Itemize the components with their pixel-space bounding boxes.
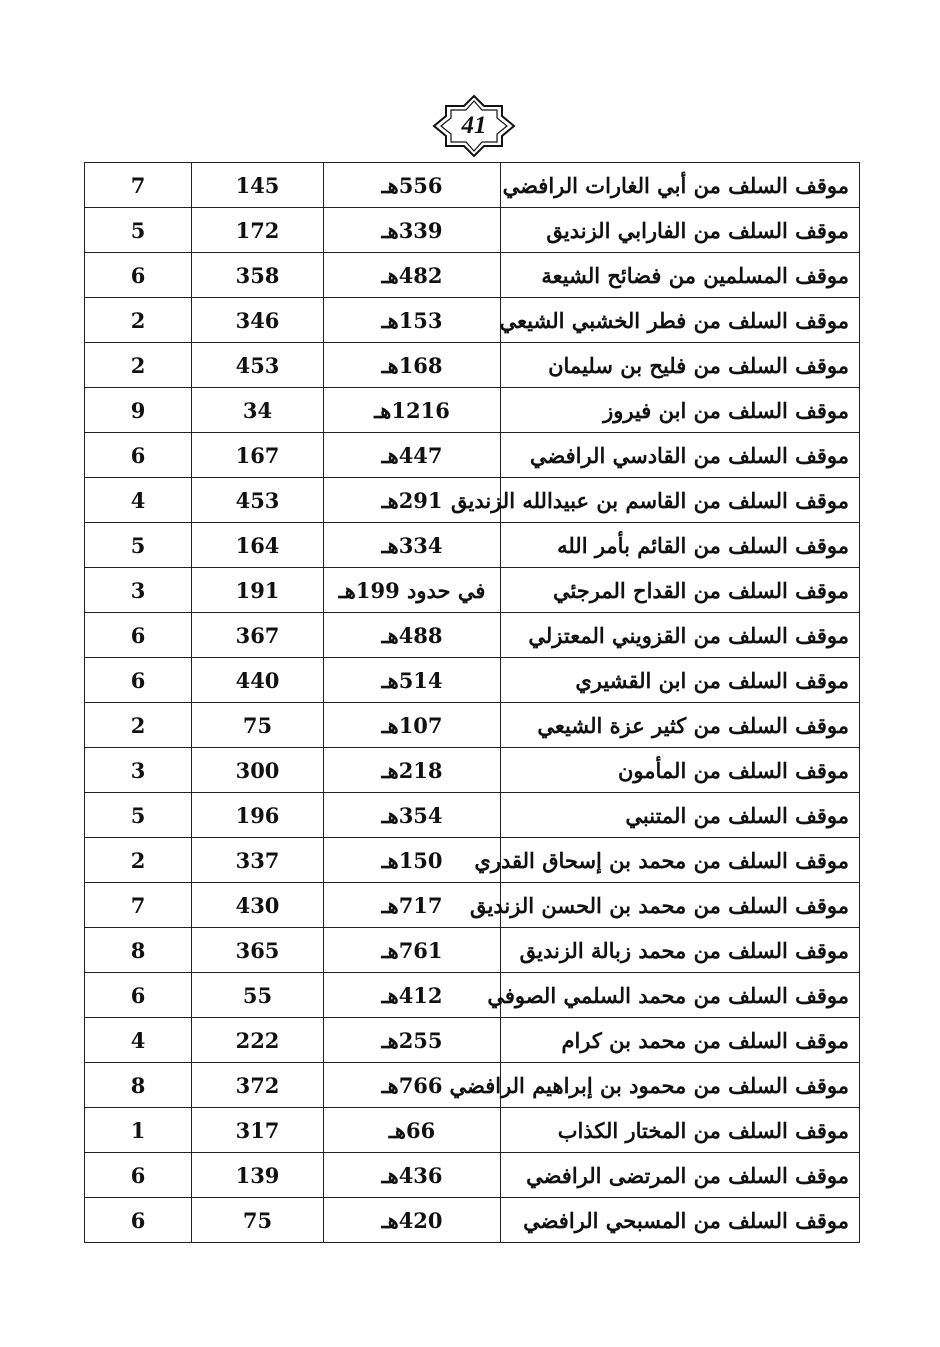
volume-cell: 2 (85, 838, 192, 883)
entry-title-cell: موقف السلف من محمد بن كرام (501, 1018, 860, 1063)
index-table (84, 162, 860, 1243)
page-cell: 300 (192, 748, 324, 793)
table-row (85, 1108, 860, 1153)
volume-cell: 3 (85, 748, 192, 793)
volume-cell: 2 (85, 298, 192, 343)
death-date-cell: 150هـ (324, 838, 501, 883)
death-date-cell: 766هـ (324, 1063, 501, 1108)
death-date-cell: 153هـ (324, 298, 501, 343)
entry-title-cell: موقف السلف من محمد زبالة الزنديق (501, 928, 860, 973)
death-date-cell: 107هـ (324, 703, 501, 748)
volume-cell: 8 (85, 1063, 192, 1108)
page-cell: 367 (192, 613, 324, 658)
volume-cell: 4 (85, 478, 192, 523)
entry-title-cell: موقف السلف من القائم بأمر الله (501, 523, 860, 568)
death-date-cell: 291هـ (324, 478, 501, 523)
death-date-cell: 420هـ (324, 1198, 501, 1243)
death-date-cell: 218هـ (324, 748, 501, 793)
page-cell: 453 (192, 478, 324, 523)
entry-title-cell: موقف السلف من كثير عزة الشيعي (501, 703, 860, 748)
volume-cell: 2 (85, 703, 192, 748)
table-row (85, 253, 860, 298)
death-date-cell: 255هـ (324, 1018, 501, 1063)
death-date-cell: 66هـ (324, 1108, 501, 1153)
volume-cell: 5 (85, 208, 192, 253)
entry-title-cell: موقف السلف من المسبحي الرافضي (501, 1198, 860, 1243)
volume-cell: 6 (85, 613, 192, 658)
death-date-cell: 717هـ (324, 883, 501, 928)
entry-title-cell: موقف السلف من القادسي الرافضي (501, 433, 860, 478)
table-row (85, 658, 860, 703)
table-row (85, 928, 860, 973)
death-date-cell: 514هـ (324, 658, 501, 703)
entry-title-cell: موقف السلف من محمود بن إبراهيم الرافضي (501, 1063, 860, 1108)
table-row (85, 1153, 860, 1198)
death-date-cell: 488هـ (324, 613, 501, 658)
page-cell: 440 (192, 658, 324, 703)
page-cell: 196 (192, 793, 324, 838)
volume-cell: 2 (85, 343, 192, 388)
page-cell: 317 (192, 1108, 324, 1153)
entry-title-cell: موقف السلف من محمد السلمي الصوفي (501, 973, 860, 1018)
page-cell: 191 (192, 568, 324, 613)
volume-cell: 5 (85, 793, 192, 838)
volume-cell: 6 (85, 973, 192, 1018)
page-cell: 172 (192, 208, 324, 253)
entry-title-cell: موقف السلف من فليح بن سليمان (501, 343, 860, 388)
death-date-cell: 436هـ (324, 1153, 501, 1198)
volume-cell: 7 (85, 163, 192, 208)
volume-cell: 9 (85, 388, 192, 433)
death-date-cell: 482هـ (324, 253, 501, 298)
entry-title-cell: موقف السلف من فطر الخشبي الشيعي (501, 298, 860, 343)
volume-cell: 6 (85, 1198, 192, 1243)
entry-title-cell: موقف السلف من المختار الكذاب (501, 1108, 860, 1153)
entry-title-cell: موقف السلف من القاسم بن عبيدالله الزنديق (501, 478, 860, 523)
entry-title-cell: موقف السلف من المرتضى الرافضي (501, 1153, 860, 1198)
table-row (85, 478, 860, 523)
death-date-cell: 761هـ (324, 928, 501, 973)
entry-title-cell: موقف السلف من محمد بن الحسن الزنديق (501, 883, 860, 928)
volume-cell: 5 (85, 523, 192, 568)
page-cell: 346 (192, 298, 324, 343)
page-cell: 372 (192, 1063, 324, 1108)
volume-cell: 6 (85, 658, 192, 703)
table-row (85, 613, 860, 658)
volume-cell: 3 (85, 568, 192, 613)
death-date-cell: 334هـ (324, 523, 501, 568)
table-row (85, 703, 860, 748)
volume-cell: 6 (85, 1153, 192, 1198)
death-date-cell: 339هـ (324, 208, 501, 253)
page-cell: 222 (192, 1018, 324, 1063)
page-cell: 75 (192, 1198, 324, 1243)
table-row (85, 343, 860, 388)
death-date-cell: 168هـ (324, 343, 501, 388)
entry-title-cell: موقف المسلمين من فضائح الشيعة (501, 253, 860, 298)
index-table-body (85, 163, 860, 1243)
page-cell: 453 (192, 343, 324, 388)
table-row (85, 973, 860, 1018)
table-row (85, 1063, 860, 1108)
entry-title-cell: موقف السلف من محمد بن إسحاق القدري (501, 838, 860, 883)
death-date-cell: 1216هـ (324, 388, 501, 433)
table-row (85, 388, 860, 433)
entry-title-cell: موقف السلف من المتنبي (501, 793, 860, 838)
entry-title-cell: موقف السلف من الفارابي الزنديق (501, 208, 860, 253)
page-cell: 164 (192, 523, 324, 568)
entry-title-cell: موقف السلف من ابن فيروز (501, 388, 860, 433)
page-cell: 167 (192, 433, 324, 478)
volume-cell: 6 (85, 253, 192, 298)
page-cell: 358 (192, 253, 324, 298)
volume-cell: 7 (85, 883, 192, 928)
page-cell: 34 (192, 388, 324, 433)
page-number: 41 (461, 112, 487, 139)
table-row (85, 433, 860, 478)
table-row (85, 748, 860, 793)
table-row (85, 163, 860, 208)
volume-cell: 1 (85, 1108, 192, 1153)
volume-cell: 6 (85, 433, 192, 478)
table-row (85, 568, 860, 613)
page-cell: 337 (192, 838, 324, 883)
entry-title-cell: موقف السلف من المأمون (501, 748, 860, 793)
page-cell: 430 (192, 883, 324, 928)
death-date-cell: 412هـ (324, 973, 501, 1018)
table-row (85, 838, 860, 883)
page-cell: 365 (192, 928, 324, 973)
page-cell: 139 (192, 1153, 324, 1198)
table-row (85, 793, 860, 838)
table-row (85, 883, 860, 928)
table-row (85, 208, 860, 253)
page-cell: 55 (192, 973, 324, 1018)
page-cell: 145 (192, 163, 324, 208)
table-row (85, 298, 860, 343)
page-cell: 75 (192, 703, 324, 748)
death-date-cell: في حدود 199هـ (324, 568, 501, 613)
entry-title-cell: موقف السلف من أبي الغارات الرافضي (501, 163, 860, 208)
death-date-cell: 556هـ (324, 163, 501, 208)
table-row (85, 1198, 860, 1243)
death-date-cell: 447هـ (324, 433, 501, 478)
page-number-badge (432, 94, 516, 158)
table-row (85, 523, 860, 568)
table-row (85, 1018, 860, 1063)
death-date-cell: 354هـ (324, 793, 501, 838)
volume-cell: 4 (85, 1018, 192, 1063)
volume-cell: 8 (85, 928, 192, 973)
entry-title-cell: موقف السلف من القداح المرجئي (501, 568, 860, 613)
entry-title-cell: موقف السلف من ابن القشيري (501, 658, 860, 703)
entry-title-cell: موقف السلف من القزويني المعتزلي (501, 613, 860, 658)
